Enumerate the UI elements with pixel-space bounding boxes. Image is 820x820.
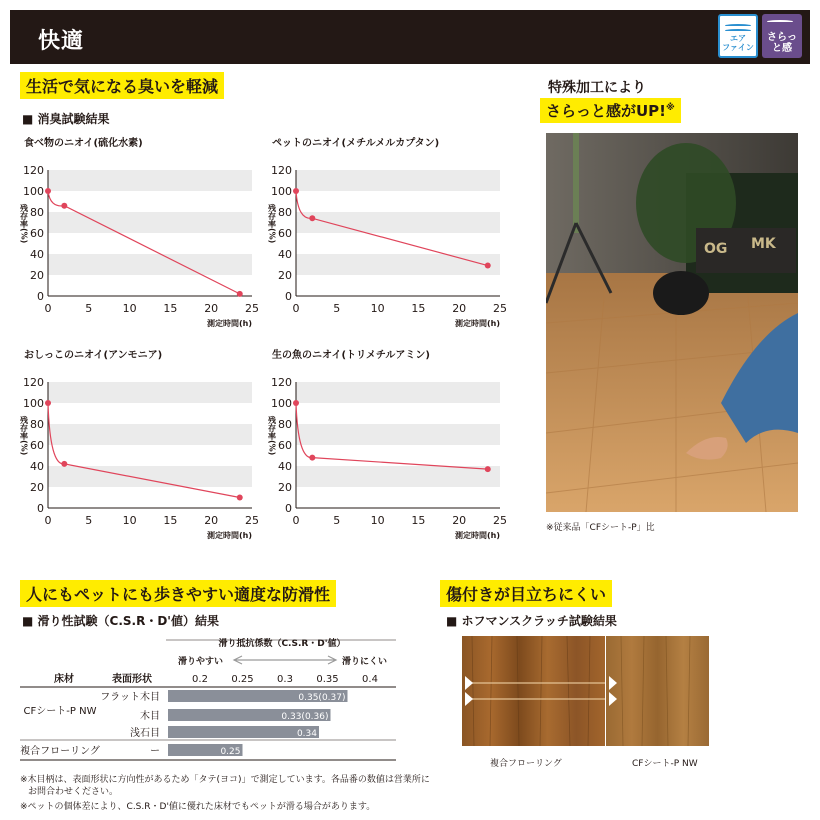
row-surface: 木目 <box>140 711 160 722</box>
y-tick-label: 100 <box>271 397 292 410</box>
photo-line2: さらっと感がUP! <box>546 102 667 120</box>
grid-band <box>48 212 252 233</box>
slip-note1: ※木目柄は、表面形状に方向性があるため「タテ(ヨコ)」で測定しています。各品番の数値は営業所に <box>20 775 430 785</box>
bar-value-label: 0.35(0.37) <box>298 693 346 703</box>
row-surface: 浅石目 <box>130 728 160 739</box>
page-title: 快適 <box>38 29 85 54</box>
swatch-label-right: CFシート-P NW <box>632 759 698 769</box>
y-tick-label: 0 <box>37 502 44 515</box>
wave-icon <box>725 24 751 27</box>
y-axis-label: 残存率(%) <box>268 416 277 456</box>
y-tick-label: 20 <box>30 481 44 494</box>
coef-tick: 0.25 <box>231 674 254 685</box>
odor-chart <box>268 360 508 550</box>
y-tick-label: 60 <box>30 439 44 452</box>
grid-band <box>296 466 500 487</box>
swatch-cf-sheet <box>606 636 709 746</box>
badge-smooth-line2: と感 <box>772 43 792 54</box>
scratch-subhead: ■ ホフマンスクラッチ試験結果 <box>446 614 617 628</box>
wave-icon <box>767 20 793 23</box>
y-tick-label: 20 <box>278 269 292 282</box>
y-tick-label: 120 <box>271 376 292 389</box>
x-tick-label: 0 <box>44 514 52 527</box>
row-surface: ー <box>150 746 160 757</box>
y-tick-label: 0 <box>285 502 292 515</box>
wave-icon <box>725 29 751 32</box>
row-surface: フラット木目 <box>100 692 160 703</box>
grid-band <box>48 424 252 445</box>
y-tick-label: 60 <box>278 227 292 240</box>
data-point <box>61 203 67 209</box>
x-tick-label: 10 <box>122 302 137 315</box>
data-point <box>237 291 243 297</box>
odor-subhead: ■ 消臭試験結果 <box>22 112 110 126</box>
col-surface: 表面形状 <box>112 674 152 685</box>
y-tick-label: 0 <box>285 290 292 303</box>
x-axis-label: 測定時間(h) <box>454 319 500 328</box>
x-tick-label: 5 <box>85 302 93 315</box>
coef-tick: 0.35 <box>316 674 339 685</box>
x-tick-label: 15 <box>163 514 178 527</box>
chart-title: 食べ物のニオイ(硫化水素) <box>24 138 143 149</box>
data-point <box>293 400 299 406</box>
swatch-label-left: 複合フローリング <box>490 759 562 769</box>
header-bar <box>10 10 810 64</box>
x-axis-label: 測定時間(h) <box>206 319 252 328</box>
x-tick-label: 15 <box>163 302 178 315</box>
grid-band <box>48 466 252 487</box>
grid-band <box>48 170 252 191</box>
bar-value-label: 0.33(0.36) <box>281 712 329 722</box>
data-point <box>45 188 51 194</box>
hard-label: 滑りにくい <box>342 657 388 667</box>
x-tick-label: 5 <box>333 302 341 315</box>
x-tick-label: 5 <box>85 514 93 527</box>
x-tick-label: 10 <box>370 514 385 527</box>
series-line <box>48 191 240 294</box>
y-axis-label: 残存率(%) <box>268 204 277 244</box>
chart-title: おしっこのニオイ(アンモニア) <box>24 350 163 361</box>
data-point <box>485 263 491 269</box>
x-tick-label: 15 <box>411 302 426 315</box>
grid-band <box>48 382 252 403</box>
arrow-marker-icon <box>609 692 617 706</box>
odor-chart <box>20 360 260 550</box>
x-tick-label: 10 <box>122 514 137 527</box>
y-tick-label: 0 <box>37 290 44 303</box>
x-axis-label: 測定時間(h) <box>206 531 252 540</box>
data-point <box>293 188 299 194</box>
x-tick-label: 25 <box>245 302 259 315</box>
y-tick-label: 20 <box>30 269 44 282</box>
x-tick-label: 5 <box>333 514 341 527</box>
slip-note1b: お問合わせください。 <box>28 787 119 797</box>
swatch-composite-flooring <box>462 636 605 746</box>
smooth-badge <box>762 14 802 58</box>
double-arrow-icon <box>234 656 336 664</box>
y-tick-label: 80 <box>278 418 292 431</box>
grid-band <box>296 382 500 403</box>
y-tick-label: 60 <box>278 439 292 452</box>
coef-tick: 0.3 <box>277 674 293 685</box>
y-tick-label: 80 <box>30 418 44 431</box>
bar-value-label: 0.25 <box>220 747 241 757</box>
data-point <box>309 455 315 461</box>
x-tick-label: 25 <box>493 514 507 527</box>
y-tick-label: 80 <box>278 206 292 219</box>
x-tick-label: 15 <box>411 514 426 527</box>
x-tick-label: 20 <box>452 514 467 527</box>
x-tick-label: 0 <box>292 302 300 315</box>
air-fine-badge <box>718 14 758 58</box>
badge-air-line1: エア <box>730 34 746 44</box>
y-tick-label: 100 <box>271 185 292 198</box>
photo-text-og: OG <box>704 241 728 257</box>
data-point <box>61 461 67 467</box>
photo-headline <box>540 98 681 123</box>
arrow-marker-icon <box>609 676 617 690</box>
x-tick-label: 25 <box>245 514 259 527</box>
y-tick-label: 40 <box>30 460 44 473</box>
coef-tick: 0.4 <box>362 674 378 685</box>
x-tick-label: 20 <box>204 514 219 527</box>
x-axis-label: 測定時間(h) <box>454 531 500 540</box>
x-tick-label: 10 <box>370 302 385 315</box>
arrow-marker-icon <box>465 692 473 706</box>
y-axis-label: 残存率(%) <box>20 204 29 244</box>
row-material: CFシート-P NW <box>23 706 97 717</box>
room-photo <box>546 133 798 512</box>
chart-title: ペットのニオイ(メチルメルカプタン) <box>272 138 440 149</box>
odor-chart <box>268 148 508 338</box>
coef-header: 滑り抵抗係数（C.S.R・D'値） <box>218 639 346 649</box>
bar-value-label: 0.34 <box>296 729 317 739</box>
photo-mark: ※ <box>666 103 675 113</box>
photo-line1: 特殊加工により <box>548 80 646 96</box>
x-tick-label: 25 <box>493 302 507 315</box>
photo-note: ※従来品「CFシート-P」比 <box>546 523 655 533</box>
grid-band <box>296 170 500 191</box>
odor-chart <box>20 148 260 338</box>
y-tick-label: 60 <box>30 227 44 240</box>
slip-note2: ※ペットの個体差により、C.S.R・D'値に優れた床材でもペットが滑る場合があります。 <box>20 802 376 812</box>
slip-subhead: ■ 滑り性試験（C.S.R・D'値）結果 <box>22 614 219 628</box>
x-tick-label: 0 <box>44 302 52 315</box>
x-tick-label: 0 <box>292 514 300 527</box>
y-tick-label: 40 <box>278 248 292 261</box>
x-tick-label: 20 <box>452 302 467 315</box>
col-material: 床材 <box>54 674 74 685</box>
y-tick-label: 120 <box>271 164 292 177</box>
grid-band <box>296 424 500 445</box>
grid-band <box>48 254 252 275</box>
y-axis-label: 残存率(%) <box>20 416 29 456</box>
y-tick-label: 40 <box>278 460 292 473</box>
data-point <box>485 466 491 472</box>
coef-tick: 0.2 <box>192 674 208 685</box>
slip-headline: 人にもペットにも歩きやすい適度な防滑性 <box>20 580 336 607</box>
data-point <box>45 400 51 406</box>
x-tick-label: 20 <box>204 302 219 315</box>
scratch-headline: 傷付きが目立ちにくい <box>440 580 612 607</box>
slip-chart <box>20 632 400 764</box>
easy-label: 滑りやすい <box>178 657 224 667</box>
photo-text-mk: MK <box>751 236 776 252</box>
y-tick-label: 20 <box>278 481 292 494</box>
y-tick-label: 120 <box>23 164 44 177</box>
y-tick-label: 120 <box>23 376 44 389</box>
grid-band <box>296 254 500 275</box>
y-tick-label: 80 <box>30 206 44 219</box>
row-material: 複合フローリング <box>20 746 100 757</box>
badge-air-line2: ファイン <box>722 43 754 53</box>
y-tick-label: 100 <box>23 185 44 198</box>
y-tick-label: 40 <box>30 248 44 261</box>
arrow-marker-icon <box>465 676 473 690</box>
y-tick-label: 100 <box>23 397 44 410</box>
data-point <box>309 215 315 221</box>
odor-headline: 生活で気になる臭いを軽減 <box>20 72 224 99</box>
badge-smooth-line1: さらっ <box>767 32 797 43</box>
chart-title: 生の魚のニオイ(トリメチルアミン) <box>272 350 430 361</box>
data-point <box>237 495 243 501</box>
